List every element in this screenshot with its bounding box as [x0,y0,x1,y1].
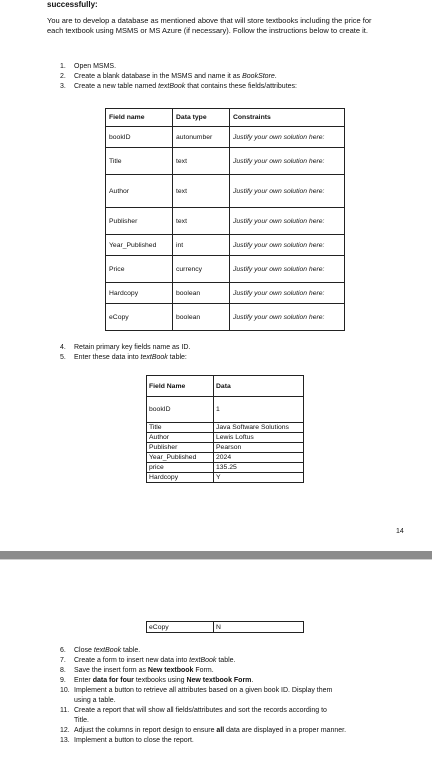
column-header: Field Name [147,376,214,397]
steps-list-c [60,646,420,746]
table-row [106,304,345,331]
table-cell: Publisher [147,443,214,453]
step-item: 8. Save the insert form as New textbook Form. [60,667,214,674]
step-number: 1. [60,63,66,70]
step-number: 8. [60,667,66,674]
table-cell: Justify your own solution here: [230,208,345,235]
step-item: 7. Create a form to insert new data into textBook table. [60,657,236,664]
page-number: 14 [396,528,404,535]
step-item: 11. Create a report that will show all fields/attributes and sort the records according to [60,707,327,714]
table-cell: Author [106,175,173,208]
column-header: Field name [106,109,173,127]
step-item: 4. Retain primary key fields name as ID. [60,344,191,351]
table-cell: bookID [106,127,173,148]
table-cell: Justify your own solution here: [230,304,345,331]
table-header-row [147,376,304,397]
table-cell: 135.25 [214,463,304,473]
table-cell: Hardcopy [147,473,214,483]
intro-paragraph: You are to develop a database as mentioned above that will store textbooks including the price for each textbook using MSMS or MS Azure (if necessary). Follow the instructions below to create it. [47,16,372,35]
table-cell: price [147,463,214,473]
table-cell: Publisher [106,208,173,235]
table-cell: Year_Published [106,235,173,256]
step-number: 5. [60,354,66,361]
step-item: 9. Enter data for four textbooks using New textbook Form. [60,677,254,684]
step-item: 2. Create a blank database in the MSMS and name it as BookStore. [60,73,277,80]
table-cell: 1 [214,397,304,423]
table-row [106,175,345,208]
table-cell: N [214,622,304,633]
table-cell: Justify your own solution here: [230,175,345,208]
table-cell: int [173,235,230,256]
column-header: Data [214,376,304,397]
table-cell: Price [106,256,173,283]
table-cell: eCopy [147,622,214,633]
step-item: 6. Close textBook table. [60,647,141,654]
table-header-row [106,109,345,127]
table-cell: 2024 [214,453,304,463]
step-item: 12. Adjust the columns in report design to ensure all data are displayed in a proper manner. [60,727,347,734]
table-cell: bookID [147,397,214,423]
steps-list-b [60,343,190,363]
table-cell: Java Software Solutions [214,423,304,433]
table-row [147,463,304,473]
table-row [147,473,304,483]
table-row [106,235,345,256]
table-cell: eCopy [106,304,173,331]
step-number: 9. [60,677,66,684]
table-cell: currency [173,256,230,283]
fields-table [105,108,345,331]
step-number: 11. [60,707,70,714]
table-row [147,622,304,633]
table-row [106,256,345,283]
table-cell: Lewis Loftus [214,433,304,443]
sample-data-table [146,375,304,483]
table-cell: Justify your own solution here: [230,283,345,304]
table-cell: Title [106,148,173,175]
table-cell: Justify your own solution here: [230,256,345,283]
table-cell: Hardcopy [106,283,173,304]
step-item-continued: using a table. [74,697,116,704]
step-number: 4. [60,344,66,351]
table-row [106,283,345,304]
table-cell: autonumber [173,127,230,148]
table-cell: text [173,208,230,235]
step-item: 5. Enter these data into textBook table: [60,354,187,361]
step-number: 2. [60,73,66,80]
table-row [147,397,304,423]
table-row [106,127,345,148]
page-break-line [0,559,432,560]
step-item: 13. Implement a button to close the report. [60,737,194,744]
table-row [147,453,304,463]
table-cell: text [173,175,230,208]
step-number: 10. [60,687,70,694]
table-cell: boolean [173,304,230,331]
table-row [106,148,345,175]
step-number: 12. [60,727,70,734]
steps-list-a [60,62,297,92]
sample-data-table-continued [146,621,304,633]
page-break-bar [0,551,432,559]
step-number: 7. [60,657,66,664]
step-item: 3. Create a new table named textBook that contains these fields/attributes: [60,83,297,90]
table-row [147,443,304,453]
column-header: Constraints [230,109,345,127]
step-number: 3. [60,83,66,90]
table-cell: Pearson [214,443,304,453]
table-row [147,423,304,433]
table-row [147,433,304,443]
step-number: 13. [60,737,70,744]
table-cell: text [173,148,230,175]
table-cell: Justify your own solution here: [230,127,345,148]
table-cell: Year_Published [147,453,214,463]
section-heading: successfully: [47,0,98,9]
table-cell: Y [214,473,304,483]
table-cell: boolean [173,283,230,304]
step-item-continued: Title. [74,717,89,724]
step-item: 10. Implement a button to retrieve all attributes based on a given book ID. Display them [60,687,333,694]
table-cell: Title [147,423,214,433]
table-row [106,208,345,235]
table-cell: Author [147,433,214,443]
step-number: 6. [60,647,66,654]
table-cell: Justify your own solution here: [230,148,345,175]
column-header: Data type [173,109,230,127]
step-item: 1. Open MSMS. [60,63,117,70]
table-cell: Justify your own solution here: [230,235,345,256]
